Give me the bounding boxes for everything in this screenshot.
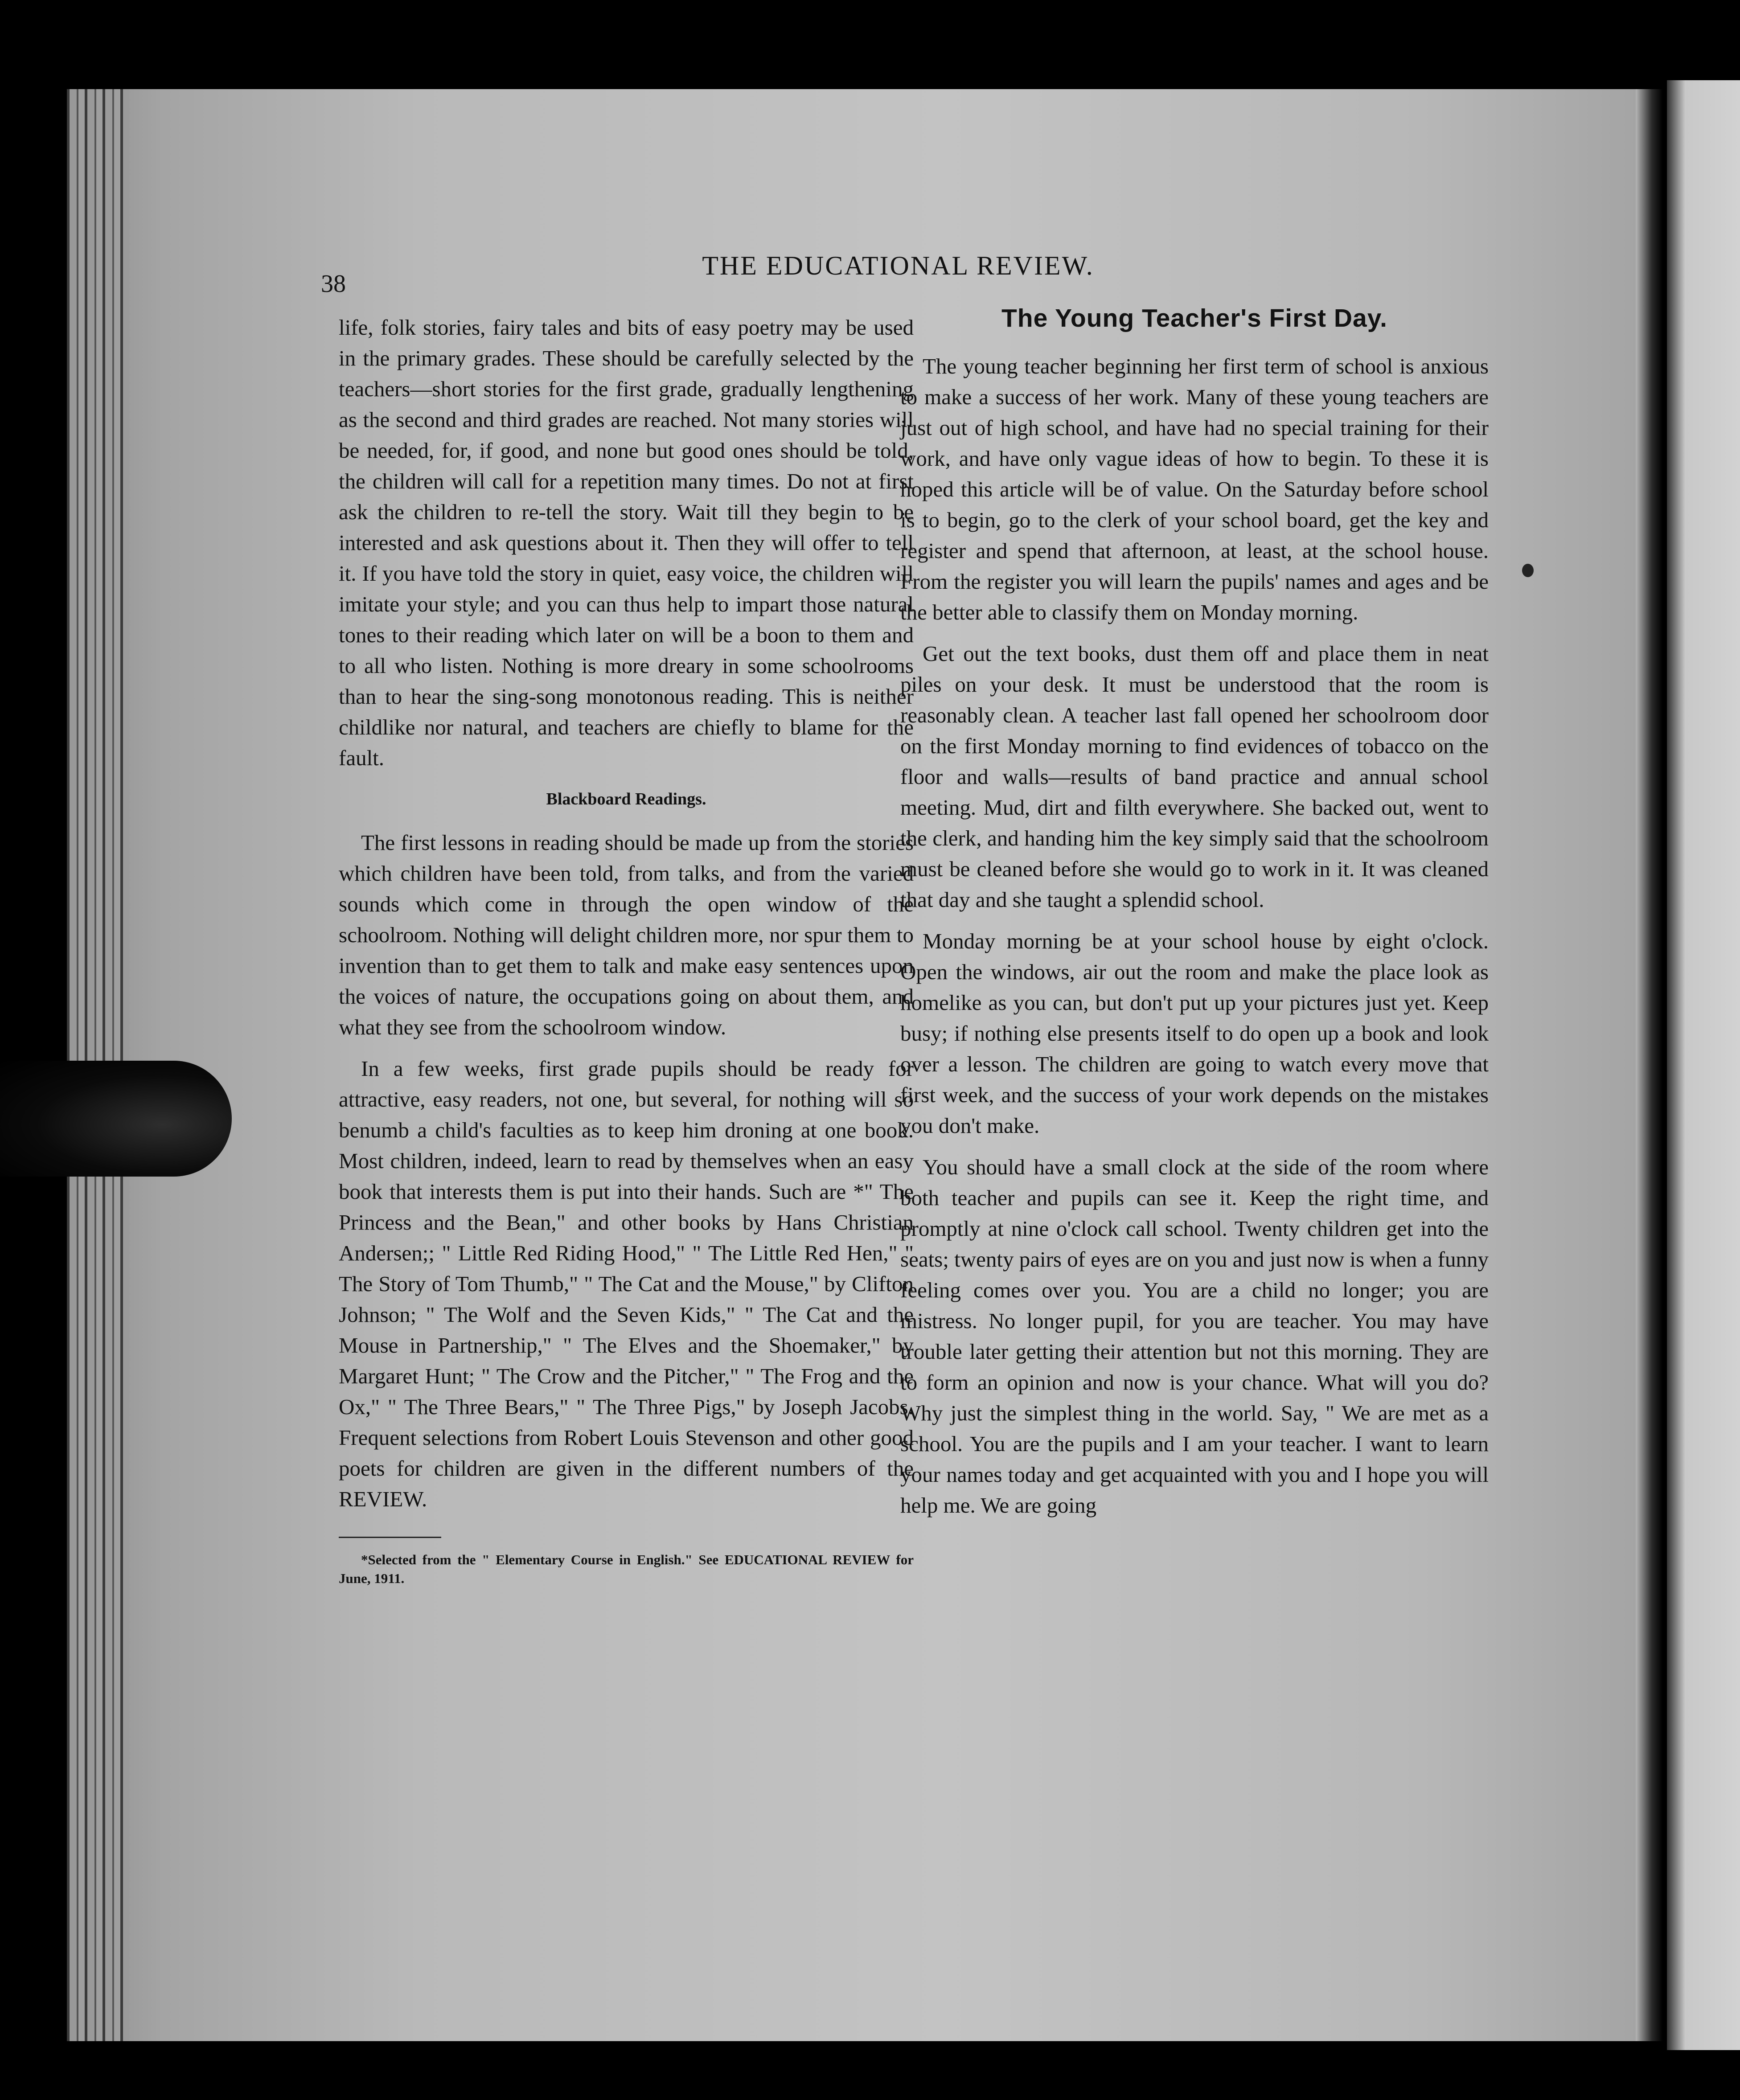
page-clip — [0, 1061, 232, 1177]
left-paragraph-2: The first lessons in reading should be made up from the stories which children have been told, from talks, and from the varied sounds which come in through the open window of the schoolroom. Nothing will delight children more, nor spur them to invention than to get them to talk and make easy sentences upon the voices of nature, the occupations going on about them, and what they see from the schoolroom window. — [339, 830, 914, 1039]
footnote: *Selected from the " Elementary Course in English." See EDUCATIONAL REVIEW for June, 1911. — [339, 1552, 914, 1586]
running-head: THE EDUCATIONAL REVIEW. — [702, 251, 1094, 280]
right-paragraph-1: The young teacher beginning her first term of school is anxious to make a success of her work. Many of these young teachers are just out of high school, and have had no special training for their work, and have only vague ideas of how to begin. To these it is hoped this article will be of value. On the Saturday before school is to begin, go to the clerk of your school board, get the key and register and spend that afternoon, at least, at the school house. From the register you will learn the pupils' names and ages and be the better able to classify them on Monday morning. — [900, 354, 1489, 624]
right-paragraph-2: Get out the text books, dust them off and place them in neat piles on your desk. It must be understood that the room is reasonably clean. A teacher last fall opened her schoolroom door on the first Monday morning to find evidences of tobacco on the floor and walls—results of band practice and annual school meeting. Mud, dirt and filth everywhere. She backed out, went to the clerk, and handing him the key simply said that the schoolroom must be cleaned before she would go to work in it. It was cleaned that day and she taught a splendid school. — [900, 641, 1489, 912]
left-paragraph-1: life, folk stories, fairy tales and bits of easy poetry may be used in the primary grades. These should be carefully selected by the teachers—short stories for the first grade, gradually lengthening as the second and third grades are reached. Not many stories will be needed, for, if good, and none but good ones should be told, the children will call for a repetition many times. Do not at first ask the children to re-tell the story. Wait till they begin to be interested and ask questions about it. Then they will offer to tell it. If you have told the story in quiet, easy voice, the children will imitate your style; and you can thus help to impart those natural tones to their reading which later on will be a boon to them and to all who listen. Nothing is more dreary in some schoolrooms than to hear the sing-song monotonous reading. This is neither childlike nor natural, and teachers are chiefly to blame for the fault. — [339, 315, 914, 770]
right-paragraph-4: You should have a small clock at the side of the room where both teacher and pupils can see it. Keep the right time, and promptly at nine o'clock call school. Twenty children get into the seats; twenty pairs of eyes are on you and just now is when a funny feeling comes over you. You are a child no longer; you are mistress. No longer pupil, for you are teacher. You may have trouble later getting their attention but not this morning. They are to form an opinion and now is your chance. What will you do? Why just the simplest thing in the world. Say, " We are met as a school. You are the pupils and I am your teacher. I want to learn your names today and get acquainted with you and I hope you will help me. We are going — [900, 1155, 1489, 1518]
page-number: 38 — [321, 270, 346, 298]
adjacent-page-edge — [1667, 80, 1740, 2050]
left-paragraph-3: In a few weeks, first grade pupils should be ready for attractive, easy readers, not one, but several, for nothing will so benumb a child's faculties as to keep him droning at one book. Most children, indeed, learn to read by themselves when an easy book that interests them is put into their hands. Such are *" The Princess and the Bean," and other books by Hans Christian Andersen;; " Little Red Riding Hood," " The Little Red Hen," " The Story of Tom Thumb," " The Cat and the Mouse," by Clifton Johnson; " The Wolf and the Seven Kids," " The Cat and the Mouse in Partnership," " The Elves and the Shoemaker," by Margaret Hunt; " The Crow and the Pitcher," " The Frog and the Ox," " The Three Bears," " The Three Pigs," by Joseph Jacobs. Frequent selections from Robert Louis Stevenson and other good poets for children are given in the different numbers of the REVIEW. — [339, 1056, 914, 1511]
binding-hole — [1522, 564, 1534, 577]
left-column — [339, 312, 914, 1588]
binding-gutter — [1636, 89, 1662, 2041]
footnote-rule — [339, 1537, 441, 1538]
right-column — [900, 303, 1489, 1531]
article-title: The Young Teacher's First Day. — [1001, 304, 1388, 332]
right-paragraph-3: Monday morning be at your school house by eight o'clock. Open the windows, air out the room and make the place look as homelike as you can, but don't put up your pictures just yet. Keep busy; if nothing else presents itself to do open up a book and look over a lesson. The children are going to watch every move that first week, and the success of your work depends on the mistakes you don't make. — [900, 929, 1489, 1138]
section-heading: Blackboard Readings. — [546, 790, 706, 808]
